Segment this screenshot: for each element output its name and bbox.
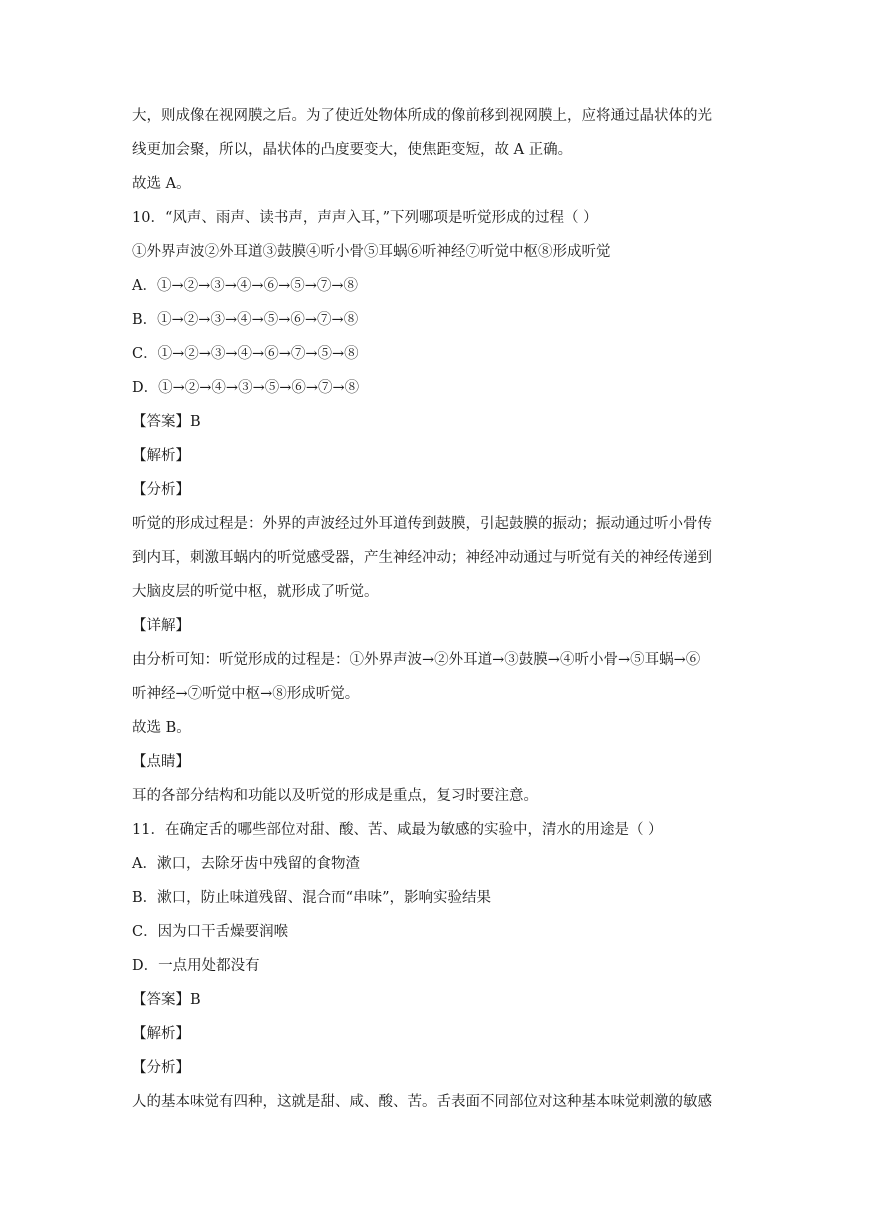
question-11-stem: 11．在确定舌的哪些部位对甜、酸、苦、咸最为敏感的实验中，清水的用途是（ ） [132, 822, 663, 838]
text-line: 由分析可知：听觉形成的过程是：①外界声波→②外耳道→③鼓膜→④听小骨→⑤耳蜗→⑥ [132, 652, 701, 668]
question-10-option-c: C．①→②→③→④→⑥→⑦→⑤→⑧ [132, 346, 359, 362]
detail-heading: 【详解】 [132, 618, 190, 634]
text-line: 线更加会聚，所以，晶状体的凸度要变大，使焦距变短，故 A 正确。 [132, 142, 573, 158]
text-line: 到内耳，刺激耳蜗内的听觉感受器，产生神经冲动；神经冲动通过与听觉有关的神经传递到 [132, 550, 712, 566]
question-10-stem: 10．“风声、雨声、读书声，声声入耳，”下列哪项是听觉形成的过程（ ） [132, 210, 598, 226]
text-line: 耳的各部分结构和功能以及听觉的形成是重点，复习时要注意。 [132, 788, 538, 804]
text-line: 大脑皮层的听觉中枢，就形成了听觉。 [132, 584, 379, 600]
analysis-heading: 【解析】 [132, 1026, 190, 1042]
remark-heading: 【点睛】 [132, 754, 190, 770]
text-line: 故选 A。 [132, 176, 191, 192]
question-10-option-b: B．①→②→③→④→⑤→⑥→⑦→⑧ [132, 312, 359, 328]
answer-label: 【答案】B [132, 414, 201, 430]
question-11-option-c: C．因为口干舌燥要润喉 [132, 924, 289, 940]
breakdown-heading: 【分析】 [132, 1060, 190, 1076]
question-10-option-a: A．①→②→③→④→⑥→⑤→⑦→⑧ [132, 278, 359, 294]
text-line: 听觉的形成过程是：外界的声波经过外耳道传到鼓膜，引起鼓膜的振动；振动通过听小骨传 [132, 516, 712, 532]
question-11-option-b: B．漱口，防止味道残留、混合而“串味”，影响实验结果 [132, 890, 491, 906]
text-line: 听神经→⑦听觉中枢→⑧形成听觉。 [132, 686, 360, 702]
question-10-items: ①外界声波②外耳道③鼓膜④听小骨⑤耳蜗⑥听神经⑦听觉中枢⑧形成听觉 [132, 244, 611, 260]
question-11-option-a: A．漱口，去除牙齿中残留的食物渣 [132, 856, 360, 872]
analysis-heading: 【解析】 [132, 448, 190, 464]
text-line: 人的基本味觉有四种，这就是甜、咸、酸、苦。舌表面不同部位对这种基本味觉刺激的敏感 [132, 1094, 712, 1110]
answer-label: 【答案】B [132, 992, 201, 1008]
text-line: 故选 B。 [132, 720, 191, 736]
question-11-option-d: D．一点用处都没有 [132, 958, 260, 974]
question-10-option-d: D．①→②→④→③→⑤→⑥→⑦→⑧ [132, 380, 360, 396]
text-line: 大，则成像在视网膜之后。为了使近处物体所成的像前移到视网膜上，应将通过晶状体的光 [132, 108, 712, 124]
breakdown-heading: 【分析】 [132, 482, 190, 498]
document-body [132, 106, 742, 1126]
